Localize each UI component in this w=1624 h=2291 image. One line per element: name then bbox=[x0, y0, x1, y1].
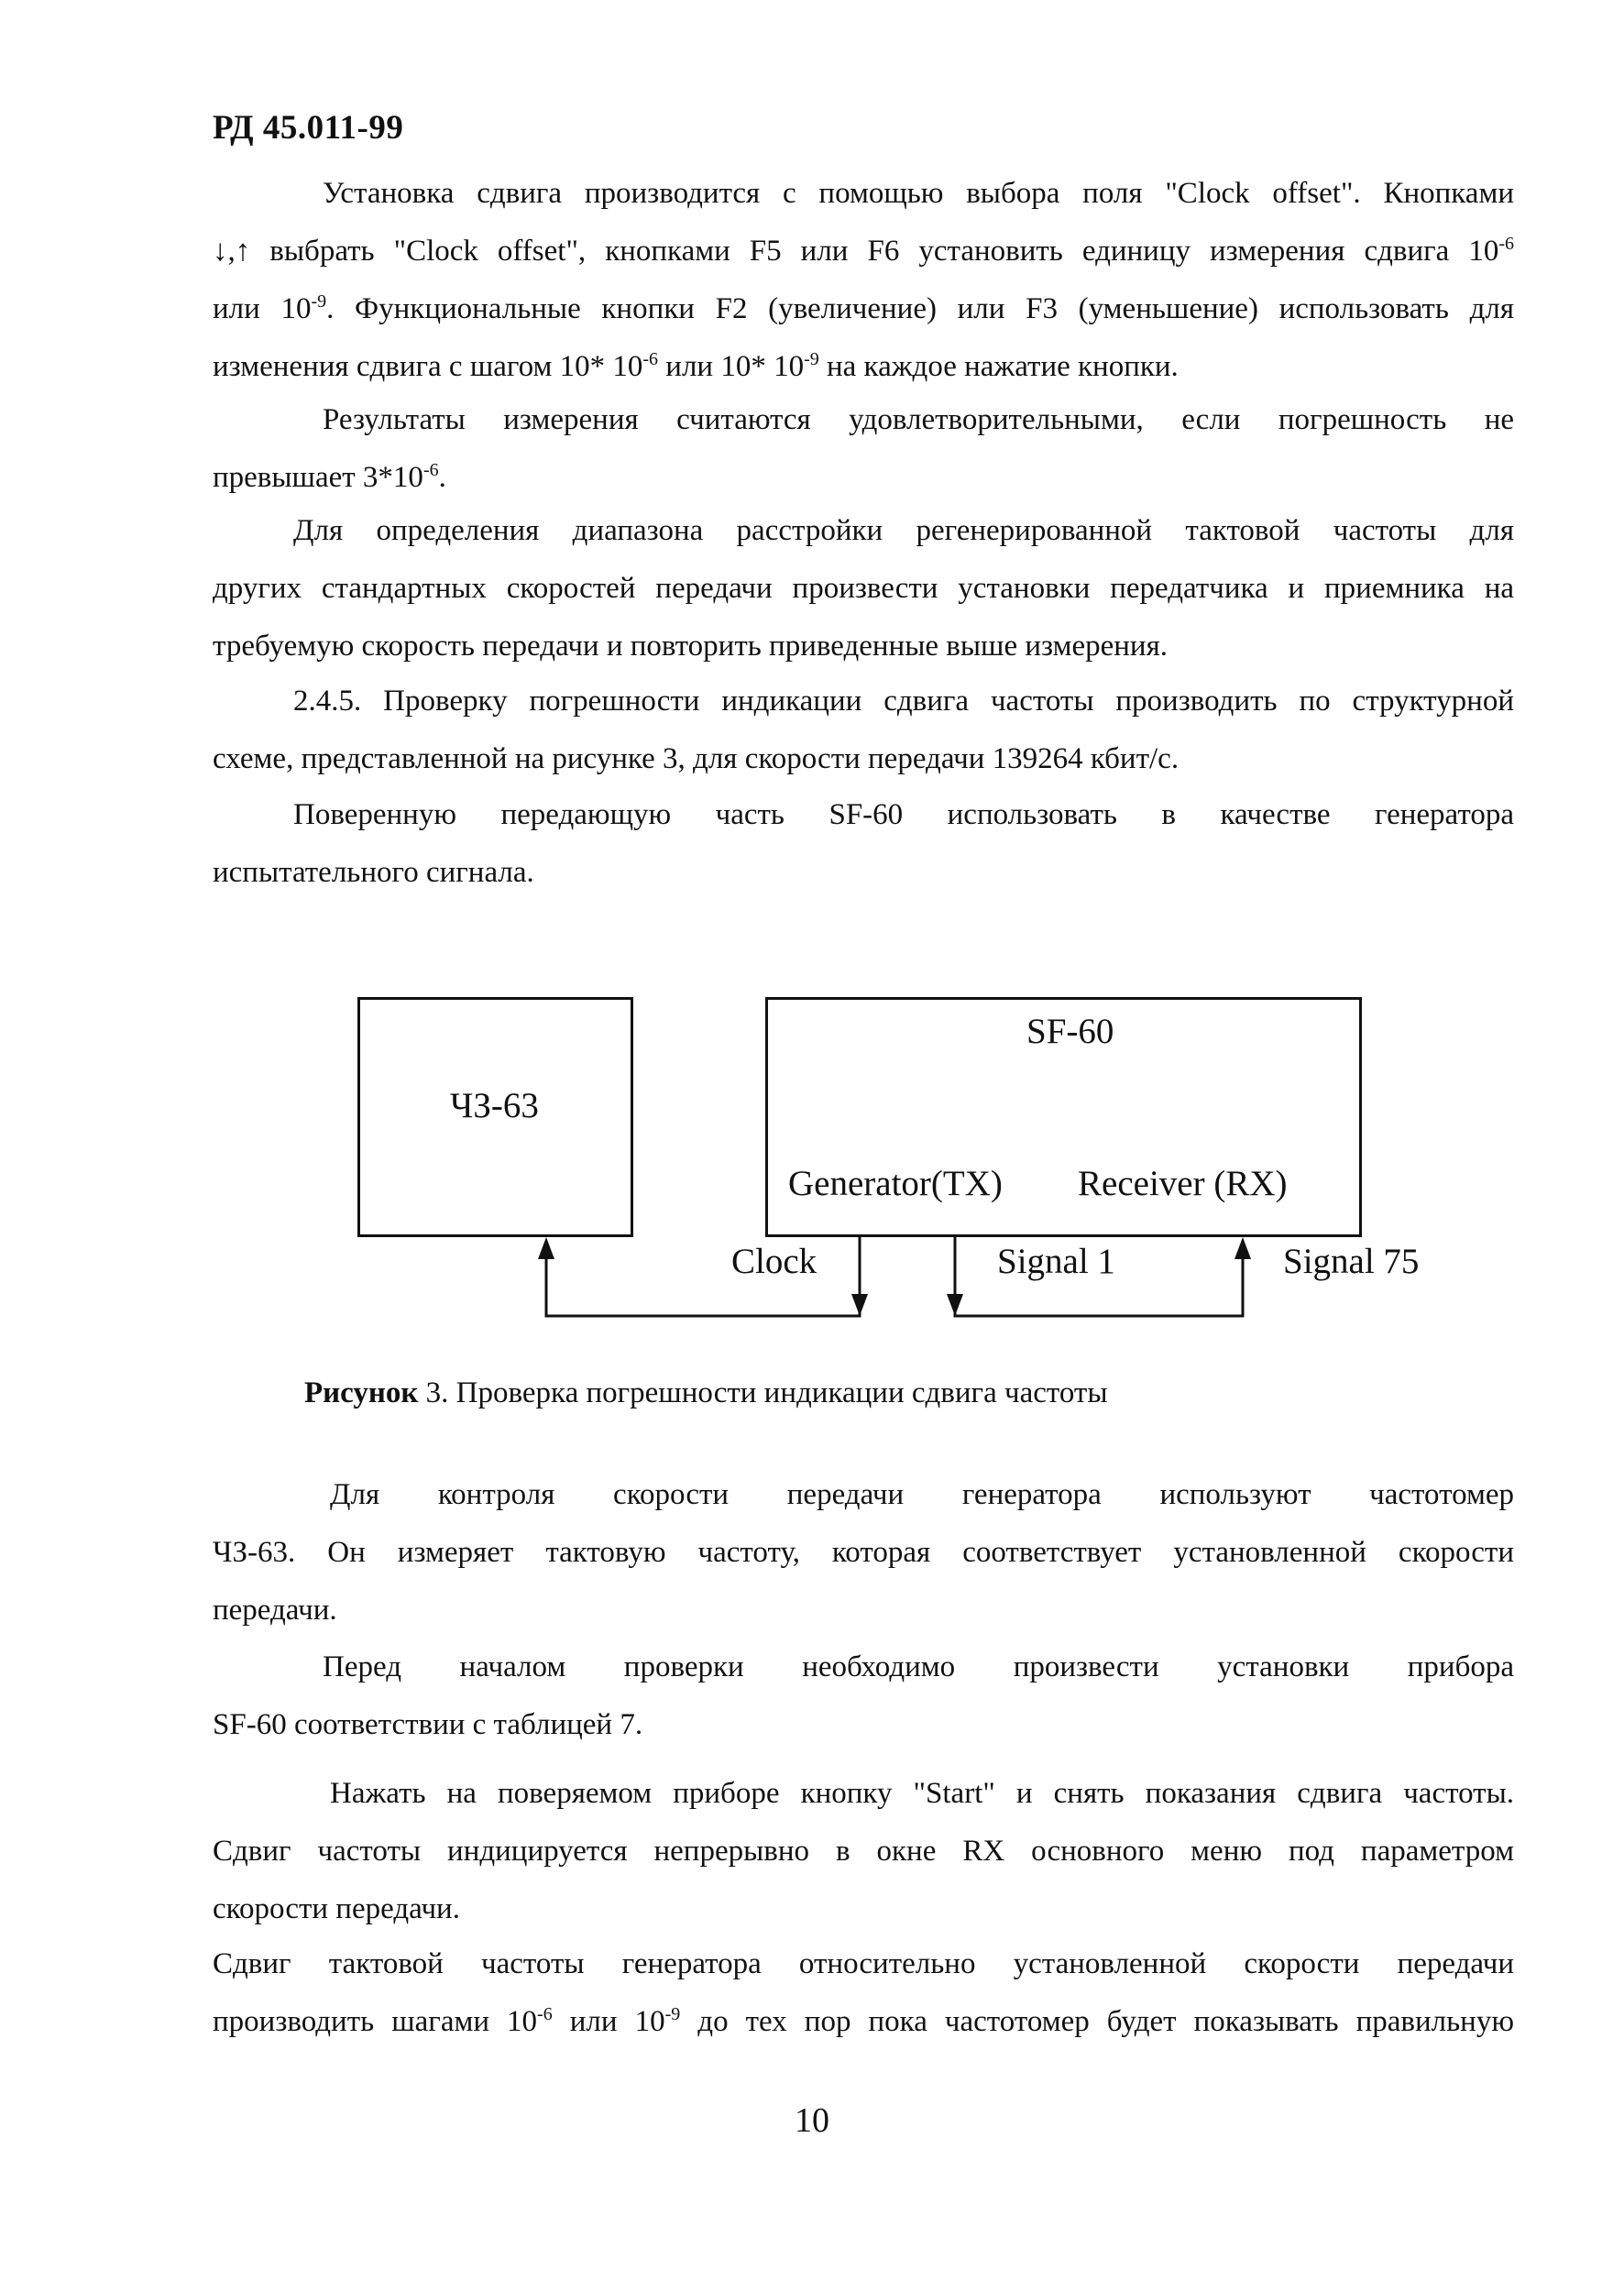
box-sf60-title: SF-60 bbox=[1026, 1012, 1114, 1051]
text-line: передачи. bbox=[213, 1594, 337, 1627]
text-line: скорости передачи. bbox=[213, 1892, 460, 1925]
text-line: требуемую скорость передачи и повторить приведенные выше измерения. bbox=[213, 630, 1168, 663]
generator-label: Generator(TX) bbox=[788, 1164, 1003, 1203]
text-line: Сдвиг тактовой частоты генератора относительно установленной скорости передачи bbox=[213, 1947, 1514, 1980]
text-line: Поверенную передающую часть SF-60 использовать в качестве генератора bbox=[293, 798, 1514, 831]
paragraph-results bbox=[213, 391, 1514, 507]
receiver-label: Receiver (RX) bbox=[1078, 1164, 1288, 1203]
paragraph-clock-shift bbox=[213, 1935, 1514, 2051]
text-line: 2.4.5. Проверку погрешности индикации сдвига частоты производить по структурной bbox=[293, 685, 1514, 718]
box-frequency-counter-label: ЧЗ-63 bbox=[450, 1086, 539, 1125]
paragraph-frequency-control bbox=[213, 1466, 1514, 1639]
paragraph-other-speeds bbox=[213, 502, 1514, 675]
paragraph-press-start bbox=[213, 1765, 1514, 1938]
clock-label: Clock bbox=[731, 1242, 817, 1281]
text-line: испытательного сигнала. bbox=[213, 856, 534, 889]
document-header: РД 45.011-99 bbox=[213, 109, 404, 147]
text-line: производить шагами $10^{-6}$ или $10^{-9}$ до тех пор пока частотомер будет показывать правильную bbox=[213, 2004, 1514, 2038]
signal75-arrow-up-icon bbox=[1234, 1237, 1251, 1259]
clock-arrow-down-icon bbox=[851, 1294, 868, 1316]
figure-3-diagram bbox=[348, 988, 1448, 1336]
text-line: превышает $3*10^{-6}$. bbox=[213, 460, 446, 494]
text-line: изменения сдвига с шагом 10* $10^{-6}$ или 10* $10^{-9}$ на каждое нажатие кнопки. bbox=[213, 349, 1179, 383]
page-number: 10 bbox=[795, 2101, 829, 2140]
signal1-label: Signal 1 bbox=[997, 1242, 1115, 1281]
text-line: схеме, представленной на рисунке 3, для скорости передачи 139264 кбит/с. bbox=[213, 742, 1180, 775]
text-line: ЧЗ-63. Он измеряет тактовую частоту, которая соответствует установленной скорости bbox=[213, 1536, 1514, 1569]
paragraph-before-check bbox=[213, 1639, 1514, 1754]
text-line: Результаты измерения считаются удовлетворительными, если погрешность не bbox=[323, 403, 1514, 436]
figure-caption: Рисунок 3. Проверка погрешности индикации сдвига частоты bbox=[304, 1376, 1108, 1409]
paragraph-clock-offset bbox=[213, 165, 1514, 396]
signal1-arrow-down-icon bbox=[947, 1294, 963, 1316]
connection-lines bbox=[348, 988, 1448, 1336]
text-line: Для определения диапазона расстройки регенерированной тактовой частоты для bbox=[293, 514, 1514, 547]
signal75-label: Signal 75 bbox=[1283, 1242, 1420, 1281]
paragraph-sf60-generator bbox=[213, 786, 1514, 902]
text-line: Перед началом проверки необходимо произвести установки прибора bbox=[323, 1650, 1514, 1683]
text-line: других стандартных скоростей передачи произвести установки передатчика и приемника на bbox=[213, 572, 1514, 605]
paragraph-2-4-5 bbox=[213, 673, 1514, 788]
text-line: Сдвиг частоты индицируется непрерывно в окне RX основного меню под параметром bbox=[213, 1835, 1514, 1868]
text-line: Для контроля скорости передачи генератора используют частотомер bbox=[330, 1478, 1514, 1511]
text-line: Установка сдвига производится с помощью выбора поля "Clock offset". Кнопками bbox=[323, 177, 1514, 210]
text-line: или $10^{-9}$. Функциональные кнопки F2 (увеличение) или F3 (уменьшение) использовать для bbox=[213, 291, 1514, 325]
text-line: SF-60 соответствии с таблицей 7. bbox=[213, 1708, 643, 1741]
text-line: Нажать на поверяемом приборе кнопку "Start" и снять показания сдвига частоты. bbox=[330, 1777, 1514, 1810]
clock-arrow-up-icon bbox=[538, 1237, 554, 1259]
text-line: ↓,↑ выбрать "Clock offset", кнопками F5 или F6 установить единицу измерения сдвига $10^{-6}$ bbox=[213, 234, 1514, 268]
